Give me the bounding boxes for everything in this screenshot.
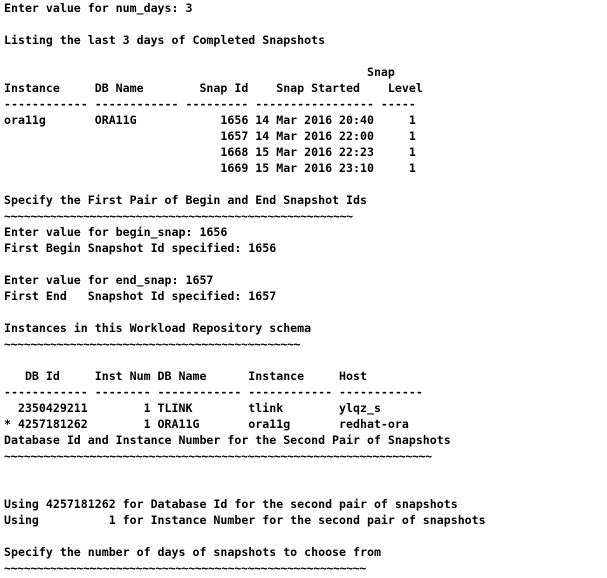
table-row: 1657 14 Mar 2016 22:00 1 [4,129,416,143]
terminal-line: First End Snapshot Id specified: 1657 [4,289,277,303]
section-heading: Instances in this Workload Repository schema [4,321,312,335]
terminal-line [4,16,607,32]
table-row: 2350429211 1 TLINK tlink ylqz_s [4,401,381,415]
terminal-line: Using 1 for Instance Number for the second pair of snapshots [4,513,486,527]
terminal-line: Using 4257181262 for Database Id for the second pair of snapshots [4,497,458,511]
terminal-line [4,304,607,320]
terminal-line [4,464,607,480]
terminal-line [4,480,607,496]
snapshot-table-header: Instance DB Name Snap Id Snap Started Level [4,81,423,95]
section-heading: Specify the number of days of snapshots to choose from [4,545,381,559]
table-row: 1668 15 Mar 2016 22:23 1 [4,145,416,159]
terminal-line [4,48,607,64]
section-heading: Specify the First Pair of Begin and End Snapshot Ids [4,193,367,207]
terminal-line [4,256,607,272]
terminal-line [4,528,607,544]
table-row: ora11g ORA11G 1656 14 Mar 2016 20:40 1 [4,113,416,127]
table-divider: ------------ -------- ------------ ------------ ------------ [4,385,423,399]
heading-underline: ~~~~~~~~~~~~~~~~~~~~~~~~~~~~~~~~~~~~~~~~~~~~~~~~~~~~~~~ [4,561,366,575]
terminal-line [4,352,607,368]
section-heading: Database Id and Instance Number for the Second Pair of Snapshots [4,433,451,447]
table-row: 1669 15 Mar 2016 23:10 1 [4,161,416,175]
heading-underline: ~~~~~~~~~~~~~~~~~~~~~~~~~~~~~~~~~~~~~~~~~~~~~~~~~~~~~~~~~~~~~~~~~ [4,449,432,463]
snapshot-table-header: Snap [4,65,395,79]
table-divider: ------------ ------------ --------- ----------------- ----- [4,97,416,111]
terminal-line: Enter value for begin_snap: 1656 [4,225,228,239]
table-row: * 4257181262 1 ORA11G ora11g redhat-ora [4,417,409,431]
terminal-line: Enter value for num_days: 3 [4,1,193,15]
terminal-line: Listing the last 3 days of Completed Snapshots [4,33,326,47]
heading-underline: ~~~~~~~~~~~~~~~~~~~~~~~~~~~~~~~~~~~~~~~~~~~~~~~~~~~~~ [4,209,353,223]
terminal-line: Enter value for end_snap: 1657 [4,273,214,287]
terminal-line [4,176,607,192]
instance-table-header: DB Id Inst Num DB Name Instance Host [4,369,367,383]
heading-underline: ~~~~~~~~~~~~~~~~~~~~~~~~~~~~~~~~~~~~~~~~~~~~~ [4,337,301,351]
terminal-line: First Begin Snapshot Id specified: 1656 [4,241,277,255]
